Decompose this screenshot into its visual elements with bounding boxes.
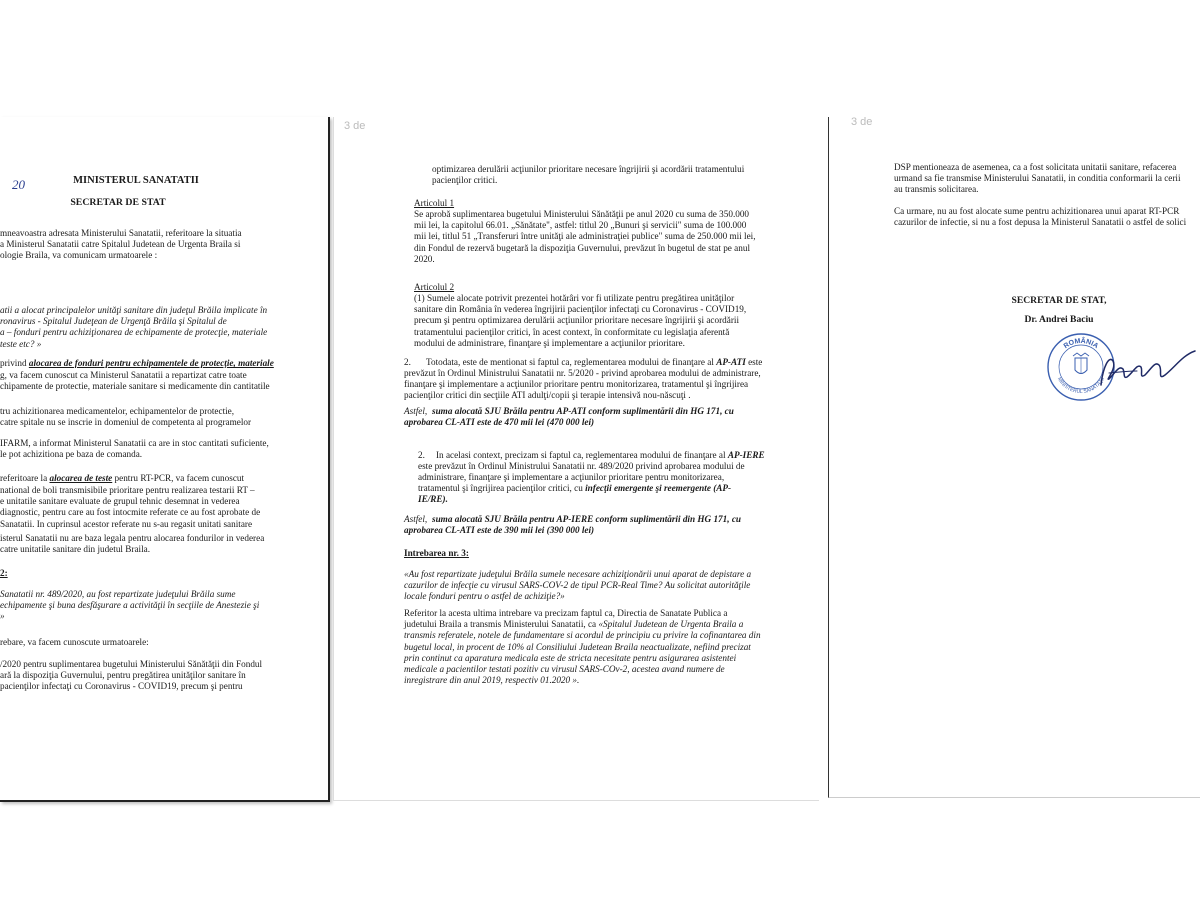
question-2-label: 2:: [0, 568, 8, 578]
reply-paragraph: [404, 608, 761, 686]
document-page-2: [333, 117, 819, 801]
medication-paragraph: tru achizitionarea medicamentelor, echipamentelor de protectie, catre spitale nu se inscrie in domeniul de competenta al programelor: [0, 406, 252, 428]
article-1-title: Articolul 1: [414, 198, 455, 208]
secretary-heading: SECRETAR DE STAT: [70, 197, 166, 208]
question-3-title: Intrebarea nr. 3:: [404, 548, 469, 558]
government-decision-paragraph: /2020 pentru suplimentarea bugetului Ministerului Sănătăţii din Fondul ară la dispoziţia Guvernului, pentru pregătirea unităţilor sanitare în pacienţilor infectaţi cu Coronavirus - COVID19, precum şi pentru: [0, 659, 263, 692]
legal-basis-paragraph: isterul Sanatatii nu are baza legala pentru alocarea fondurilor in vederea catre unitatile sanitare din judetul Braila.: [0, 533, 265, 555]
allocation-paragraph: g, va facem cunoscut ca Ministerul Sanatatii a repartizat catre toate chipamente de protectie, materiale sanitare si medicamente din cantitatile: [0, 370, 270, 392]
item-2-lead: Totodata, este de mentionat si faptul ca, reglementarea modului de finanţare al: [426, 357, 717, 367]
tests-heading-line: [0, 473, 244, 484]
document-page-3: [828, 117, 1200, 798]
question-2-quote: Sanatatii nr. 489/2020, au fost repartizate judeţului Brăila sume echipamente şi buna desfăşurare a activităţii în secţiile de Anestezie şi »: [0, 589, 260, 622]
item-2-lead-line: [426, 357, 762, 368]
tests-title: alocarea de teste: [49, 473, 113, 483]
allocation-title: alocarea de fonduri pentru echipamentele de protecţie, materiale: [28, 358, 274, 368]
item-3-lead-line: [436, 450, 765, 461]
reply-quote: «Spitalul Judetean de Urgenta Braila a transmis referatele, notele de fundamentare si acordul de principiu cu privire la cofinantarea din bugetul local, in procent de 10% al Consiliului Judetean Braila neactualizate, nefiind precizat prin continut ca aparatura medicala este de stricta necesitate pentru asigurarea asistentei medicale a pacientilor testati pozitiv cu virusul SARS-COv-2, acestea avand numere de inregistrare din anul 2019, respectiv 01.2020 ».: [404, 619, 761, 686]
item-3-number: 2.: [418, 450, 425, 460]
tests-rest: pentru RT-PCR, va facem cunoscut: [112, 473, 245, 483]
answer-intro: rebare, va facem cunoscute urmatoarele:: [0, 637, 149, 647]
article-1-body: Se aprobă suplimentarea bugetului Ministerului Sănătăţii pe anul 2020 cu suma de 350.000 mii lei, la capitolul 66.01. „Sănătate", astfel: titlul 20 „Bunuri şi servicii" suma de 100.000 mii lei, titlul 51 „Transferuri între unităţi ale administraţiei publice" suma de 250.000 mii lei, din Fondul de rezervă bugetară la dispoziţia Guvernului, prevăzut în bugetul de stat pe anul 2020.: [414, 209, 756, 264]
item-3-body: [418, 461, 745, 495]
item-2-number: 2.: [404, 357, 411, 367]
item-3-lead: In acelasi context, precizam si faptul ca, reglementarea modului de finanţare al: [436, 450, 728, 460]
ati-allocation-amount: suma alocată SJU Brăila pentru AP-ATI conform suplimentării din HG 171, cu aprobarea CL-ATI este de 470 mii lei (470 000 lei): [404, 406, 734, 428]
ministry-heading: MINISTERUL SANATATII: [73, 175, 199, 186]
iere-allocation-amount: suma alocată SJU Brăila pentru AP-IERE conform suplimentării din HG 171, cu aprobarea CL-ATI este de 390 mii lei (390 000 lei): [404, 514, 742, 536]
stamp-top-text: ROMÂNIA: [1062, 337, 1100, 351]
iere-allocation-lead: Astfel,: [404, 514, 428, 524]
article-2-title: Articolul 2: [414, 282, 455, 292]
article-2-body: (1) Sumele alocate potrivit prezentei hotărâri vor fi utilizate pentru pregătirea unităţilor sanitare din România în vederea îngrijirii pacienţilor infectaţi cu Coronavirus - COVID19, precum şi pentru optimizarea derulării acţiunilor prioritare necesare îngrijirii şi acordării tratamentului pacienţilor critici, în acest context, în conformitate cu legislaţia aferentă modului de administrare, finanţare şi implementare a acţiunilor prioritare.: [414, 293, 747, 348]
item-2-program: AP-ATI: [716, 357, 746, 367]
allocation-prefix: privind: [0, 358, 29, 368]
item-3-body-text: este prevăzut în Ordinul Ministrului Sanatatii nr. 489/2020 privind aprobarea modului de administrare, finanţare şi implementare a acţiunilor prioritare pentru monitorizarea, tratamentul şi îngrijirea pacienţilor critici, cu: [418, 461, 745, 494]
question-1-quote: atii a alocat principalelor unităţi sanitare din judeţul Brăila implicate în ronavirus - Spitalul Judeţean de Urgenţă Brăila şi Spitalul de a – fonduri pentru achiziţionarea de echipamente de protecţie, materiale teste etc? »: [0, 305, 268, 349]
item-3-tail: IE/RE).: [418, 494, 448, 504]
dsp-paragraph: DSP mentioneaza de asemenea, ca a fost solicitata unitatii sanitare, refacerea urmand sa fie transmise Ministerului Sanatatii, in conditia conformarii la cerii au transmis solicitarea.: [894, 162, 1181, 195]
ati-allocation-lead: Astfel,: [404, 406, 428, 416]
item-3-infections: infecţii emergente şi reemergente (AP-: [585, 483, 732, 494]
item-2-rest: este: [745, 357, 763, 367]
unifarm-paragraph: IFARM, a informat Ministerul Sanatatii ca are in stoc cantitati suficiente, le pot achizitiona pe baza de comanda.: [0, 438, 269, 460]
tests-prefix: referitoare la: [0, 473, 50, 483]
conclusion-paragraph: Ca urmare, nu au fost alocate sume pentru achizitionarea unui aparat RT-PCR cazurilor de infectie, si nu a fost depusa la Ministerul Sanatatii o astfel de solici: [894, 206, 1187, 228]
question-3-quote: «Au fost repartizate judeţului Brăila sumele necesare achiziţionării unui aparat de depistare a cazurilor de infecţie cu virusul SARS-COV-2 de tipul PCR-Real Time? Au solicitat autorităţile locale fonduri pentru o astfel de achiziţie?»: [404, 569, 752, 602]
item-2-body: prevăzut în Ordinul Ministrului Sanatatii nr. 5/2020 - privind aprobarea modului de administrare, finanţare şi implementare a acţiunilor prioritare pentru monitorizarea, tratamentul şi îngrijirea pacienţilor critici din secţiile ATI adulţi/copii şi terapie intensivă nou-născuţi .: [404, 368, 761, 401]
handwritten-number: 20: [12, 177, 25, 192]
handwritten-signature-icon: [1079, 345, 1200, 397]
item-3-program: AP-IERE: [727, 450, 765, 460]
reply-lead: Referitor la acesta ultima intrebare va precizam faptul ca, Directia de Sanatate Publica a judetului Braila a transmis Ministerului Sanatatii, ca: [404, 608, 728, 630]
signatory-title: SECRETAR DE STAT,: [1011, 295, 1107, 306]
stamp-bottom-text: MINISTERUL SĂNĂTĂŢII: [1055, 376, 1107, 396]
page-corner-mark: 3 de: [344, 120, 366, 132]
tests-paragraph: national de boli transmisibile prioritare pentru realizarea testarii RT – e unitatile sanitare evaluate de grupul tehnic desemnat in vederea diagnostic, pentru care au fost intocmite referate ce au fost aprobate de Sanatatii. In cuprinsul acestor referate nu s-au regasit unitati sanitare: [0, 485, 261, 529]
page-corner-mark: 3 de: [851, 117, 873, 128]
intro-paragraph: mneavoastra adresata Ministerului Sanatatii, referitoare la situatia a Ministerul Sanatatii catre Spitalul Judetean de Urgenta Braila si ologie Braila, va comunicam urmatoarele :: [0, 228, 242, 261]
signatory-name: Dr. Andrei Baciu: [1024, 314, 1094, 325]
allocation-heading-line: [0, 358, 274, 369]
document-page-1: [0, 117, 330, 802]
continuation-paragraph: optimizarea derulării acţiunilor prioritare necesare îngrijirii şi acordării tratamentului pacienţilor critici.: [432, 164, 745, 186]
